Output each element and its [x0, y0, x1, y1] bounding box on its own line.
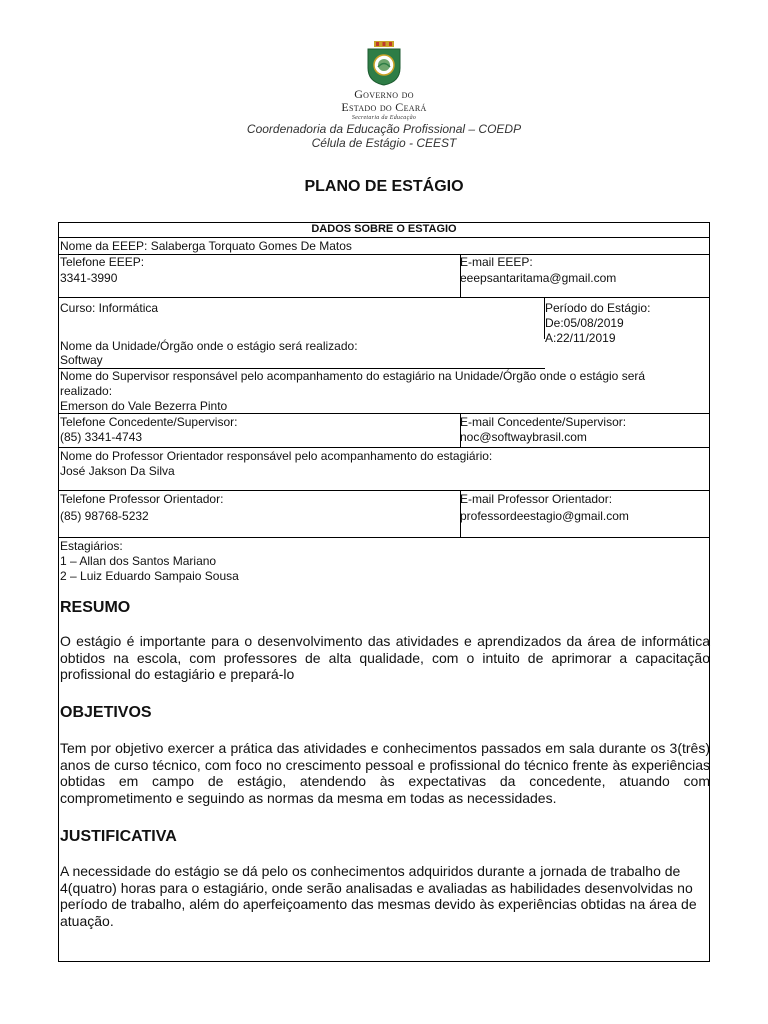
eeep-phone-value: 3341-3990 [60, 271, 118, 285]
resumo-heading: RESUMO [60, 599, 131, 616]
table-rule [58, 537, 710, 538]
resumo-text: O estágio é importante para o desenvolvimento das atividades e aprendizados da área de informática obtidos na escola, com professores de alta qualidade, com o intuito de aprimorar a capacitação profissional do estagiário e prepará-lo [60, 633, 710, 682]
eeep-email-label: E-mail EEEP: [460, 255, 533, 269]
intern-item-1: 1 – Allan dos Santos Mariano [60, 554, 217, 568]
period-label: Período do Estágio: [545, 301, 651, 315]
table-rule [58, 447, 710, 448]
eeep-phone-label: Telefone EEEP: [60, 255, 145, 269]
advisor-email-label: E-mail Professor Orientador: [460, 492, 613, 506]
state-label: Estado do Ceará [341, 100, 427, 114]
supervisor-email-value: noc@softwaybrasil.com [460, 430, 587, 444]
document-header [0, 40, 768, 150]
unit-label: Nome da Unidade/Órgão onde o estágio será realizado: [60, 339, 358, 353]
eeep-name: Nome da EEEP: Salaberga Torquato Gomes De Matos [60, 239, 352, 253]
supervisor-label-cont: realizado: [60, 384, 113, 398]
course-field: Curso: Informática [60, 301, 159, 315]
table-rule [58, 237, 710, 238]
unit-value: Softway [60, 353, 103, 367]
table-heading: DADOS SOBRE O ESTAGIO [311, 223, 457, 235]
advisor-label: Nome do Professor Orientador responsável pelo acompanhamento do estagiário: [60, 449, 493, 463]
page-title: PLANO DE ESTÁGIO [304, 178, 464, 195]
state-crest-icon [364, 40, 404, 86]
eeep-email-value: eeepsantaritama@gmail.com [460, 271, 617, 285]
advisor-phone-label: Telefone Professor Orientador: [60, 492, 224, 506]
justificativa-text: A necessidade do estágio se dá pelo os conhecimentos adquiridos durante a jornada de trabalho de 4(quatro) horas para o estagiário, onde serão analisadas e avaliadas as habilidades desenvolvidas no período de trabalho, além do aperfeiçoamento das mesmas devido às experiências obtidas na área de atuação. [60, 863, 697, 929]
supervisor-phone-value: (85) 3341-4743 [60, 430, 143, 444]
supervisor-label: Nome do Supervisor responsável pelo acompanhamento do estagiário na Unidade/Órgão onde o estágio será [60, 369, 646, 383]
advisor-phone-value: (85) 98768-5232 [60, 509, 149, 523]
table-rule [58, 297, 710, 298]
period-start: De:05/08/2019 [545, 316, 624, 330]
period-end: A:22/11/2019 [545, 331, 616, 345]
objetivos-text: Tem por objetivo exercer a prática das atividades e conhecimentos passados em sala durante os 3(três) anos de curso técnico, com foco no crescimento pessoal e profissional do técnico frente às experiências obtidas em campo de estágio, atendendo às expectativas da concedente, atuando com comprometimento e seguindo as normas da mesma em todas as necessidades. [60, 740, 710, 806]
advisor-value: José Jakson Da Silva [60, 464, 175, 478]
internship-cell-line: Célula de Estágio - CEEST [311, 136, 457, 150]
supervisor-value: Emerson do Vale Bezerra Pinto [60, 399, 228, 413]
government-label: Governo do [354, 87, 414, 101]
interns-label: Estagiários: [60, 539, 123, 553]
coordination-line: Coordenadoria da Educação Profissional – COEDP [246, 122, 522, 136]
supervisor-email-label: E-mail Concedente/Supervisor: [460, 415, 627, 429]
supervisor-phone-label: Telefone Concedente/Supervisor: [60, 415, 238, 429]
advisor-email-value: professordeestagio@gmail.com [460, 509, 629, 523]
justificativa-heading: JUSTIFICATIVA [60, 828, 177, 845]
table-rule [58, 490, 710, 491]
table-rule [58, 254, 710, 255]
objetivos-heading: OBJETIVOS [60, 704, 152, 721]
secretariat-label: Secretaria da Educação [351, 115, 417, 121]
intern-item-2: 2 – Luiz Eduardo Sampaio Sousa [60, 569, 239, 583]
